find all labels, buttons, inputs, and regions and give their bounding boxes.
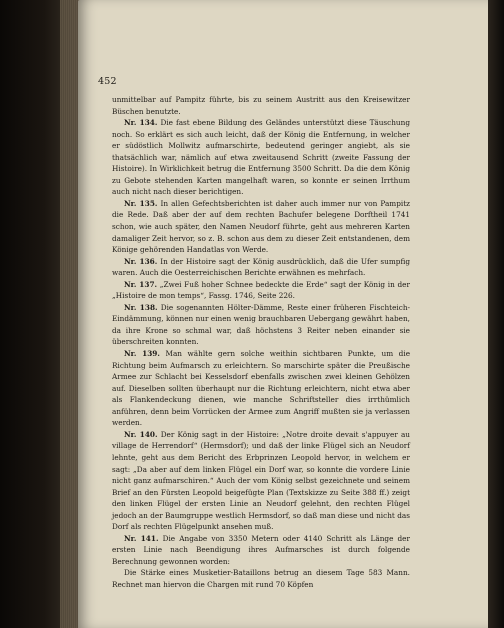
note-number: Nr. 134. [124,118,158,128]
page-right-shadow [488,0,504,628]
note-number: Nr. 139. [124,349,160,359]
paragraph-text: Man wählte gern solche weithin sichtbaren Punkte, um die Richtung beim Aufmarsch zu erleichtern. So marschirte später die Preußische Armee zur Schlacht bei Kesselsdorf ebenfalls zwischen zwei kleinen Gehölzen auf. Dieselben sollten überhaupt nur die Richtung erleichtern, nicht etwa aber als Flankendeckung dienen, wie manche Schriftsteller dies irrthümlich anführen, denn beim Vorrücken der Armee zum Angriff mußten sie ja verlassen werden. [112,349,411,428]
paragraph-text: Die Angabe von 3350 Metern oder 4140 Schritt als Länge der ersten Linie nach Beendigung ihres Aufmarsches ist durch folgende Berechnung gewonnen worden: [112,533,410,566]
paragraph-text: Die Stärke eines Musketier-Bataillons betrug an diesem Tage 583 Mann. Rechnet man hiervon die Chargen mit rund 70 Köpfen [112,568,410,589]
paragraph-text: unmittelbar auf Pampitz führte, bis zu seinem Austritt aus den Kreisewitzer Büschen benutzte. [112,95,410,116]
note-number: Nr. 138. [124,302,158,312]
paragraph-139 [112,348,410,429]
paragraph-141 [112,533,410,568]
paragraph-134 [112,117,410,198]
note-number: Nr. 141. [124,533,159,543]
paragraph-0 [112,94,410,117]
note-number: Nr. 140. [124,429,158,439]
paragraph-text: Der König sagt in der Histoire: „Notre droite devait s'appuyer au village de Herrendorf“ (Hermsdorf); und daß der linke Flügel sich an Neudorf lehnte, geht aus dem Bericht des Erbprinzen Leopold hervor, in welchem er sagt: „Da aber auf dem linken Flügel ein Dorf war, so konnte die vordere Linie nicht ganz aufmarschiren.“ Auch der vom König selbst gezeichnete und seinem Brief an den Fürsten Leopold beigefügte Plan (Textskizze zu Seite 388 ff.) zeigt den linken Flügel der ersten Linie an Neudorf gelehnt, den rechten Flügel jedoch an der Baumgruppe westlich Hermsdorf, so daß man diese und nicht das Dorf als rechten Flügelpunkt ansehen muß. [112,429,411,532]
paragraph-text: In der Histoire sagt der König ausdrücklich, daß die Ufer sumpfig waren. Auch die Oesterreichischen Berichte erwähnen es mehrfach. [112,256,411,278]
note-number: Nr. 137. [124,279,158,289]
paragraph-135 [112,198,410,256]
paragraph-140 [112,429,410,533]
paragraph-138 [112,302,410,348]
paragraph-text: „Zwei Fuß hoher Schnee bedeckte die Erde“ sagt der König in der „Histoire de mon temps“, Fassg. 1746, Seite 226. [112,279,410,301]
paragraph-137 [112,279,410,302]
paragraph-text: Die sogenannten Hölter-Dämme, Reste einer früheren Fischteich-Eindämmung, können nur einen wenig brauchbaren Uebergang gewährt haben, da ihre Krone so schmal war, daß höchstens 3 Reiter neben einander sie überschreiten konnten. [112,302,410,347]
paragraph-136 [112,256,410,279]
body-text [112,94,410,591]
note-number: Nr. 135. [124,198,158,208]
page-number: 452 [98,76,117,87]
page-stack-edges [60,0,80,628]
paragraph-text: Die fast ebene Bildung des Geländes unterstützt diese Täuschung noch. So erklärt es sich auch leicht, daß der König die Entfernung, in welcher er südöstlich Mollwitz aufmarschirte, bedeutend geringer angiebt, als sie thatsächlich war, nämlich auf etwa zweitausend Schritt (zweite Fassung der Histoire). In Wirklichkeit betrug die Entfernung 3500 Schritt. Da die dem König zu Gebote stehenden Karten mangelhaft waren, so konnte er seinen Irrthum auch nicht nach dieser berichtigen. [112,118,410,197]
paragraph-141-cont [112,567,410,590]
note-number: Nr. 136. [124,256,158,266]
paragraph-text: In allen Gefechtsberichten ist daher auch immer nur von Pampitz die Rede. Daß aber der auf dem rechten Bachufer belegene Dorftheil 1741 schon, wie auch später, den Namen Neudorf führte, geht aus mehreren Karten damaliger Zeit hervor, so z. B. schon aus dem zu dieser Zeit entstandenen, dem Könige gehörenden Handatlas von Werde. [112,198,410,255]
